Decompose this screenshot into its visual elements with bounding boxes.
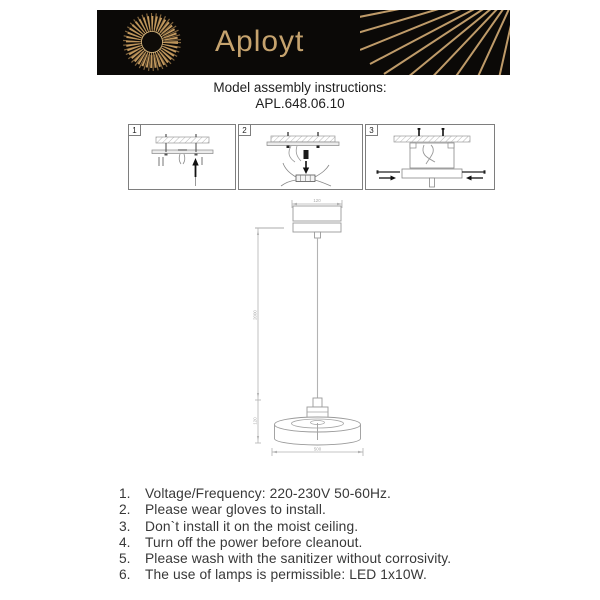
list-item xyxy=(119,551,539,567)
dim-shade-height: 120 xyxy=(252,417,258,425)
list-item-number: 2. xyxy=(119,502,131,518)
page-title: Model assembly instructions: xyxy=(213,80,387,95)
list-item-text: Voltage/Frequency: 220-230V 50-60Hz. xyxy=(145,486,391,501)
list-item-number: 5. xyxy=(119,551,131,567)
dim-drop-height: 2000 xyxy=(252,310,258,320)
brand-wordmark: Aployt xyxy=(215,25,305,58)
starburst-logo-icon xyxy=(115,10,189,75)
list-item-number: 3. xyxy=(119,518,131,534)
list-item xyxy=(119,535,539,551)
dim-diameter: 500 xyxy=(313,446,322,452)
dim-canopy-width: 120 xyxy=(313,198,321,203)
list-item xyxy=(119,567,539,583)
list-item-number: 4. xyxy=(119,534,131,550)
step-2-number: 2 xyxy=(239,125,251,136)
list-item-text: Please wear gloves to install. xyxy=(145,502,326,518)
list-item-text: Please wash with the sanitizer without corrosivity. xyxy=(145,551,452,567)
step-1-box xyxy=(128,124,236,190)
subheader xyxy=(0,80,600,111)
pendant-lamp-drawing xyxy=(0,195,600,465)
list-item xyxy=(119,486,539,502)
list-item-text: Turn off the power before cleanout. xyxy=(145,534,363,550)
step-2-diagram-icon xyxy=(239,125,364,191)
instruction-list xyxy=(119,486,539,584)
rays-decoration-icon xyxy=(360,10,510,75)
list-item-text: The use of lamps is permissible: LED 1x10W. xyxy=(145,567,427,583)
step-1-diagram-icon xyxy=(129,125,237,191)
step-2-box xyxy=(238,124,363,190)
model-number: APL.648.06.10 xyxy=(255,95,345,111)
step-3-diagram-icon xyxy=(366,125,496,191)
list-item xyxy=(119,502,539,518)
step-3-box xyxy=(365,124,495,190)
assembly-steps xyxy=(128,124,495,190)
list-item xyxy=(119,519,539,535)
step-1-number: 1 xyxy=(129,125,141,136)
list-item-text: Don`t install it on the moist ceiling. xyxy=(145,518,359,534)
list-item-number: 6. xyxy=(119,567,131,583)
brand-banner xyxy=(97,10,510,75)
step-3-number: 3 xyxy=(366,125,378,136)
list-item-number: 1. xyxy=(119,486,131,501)
